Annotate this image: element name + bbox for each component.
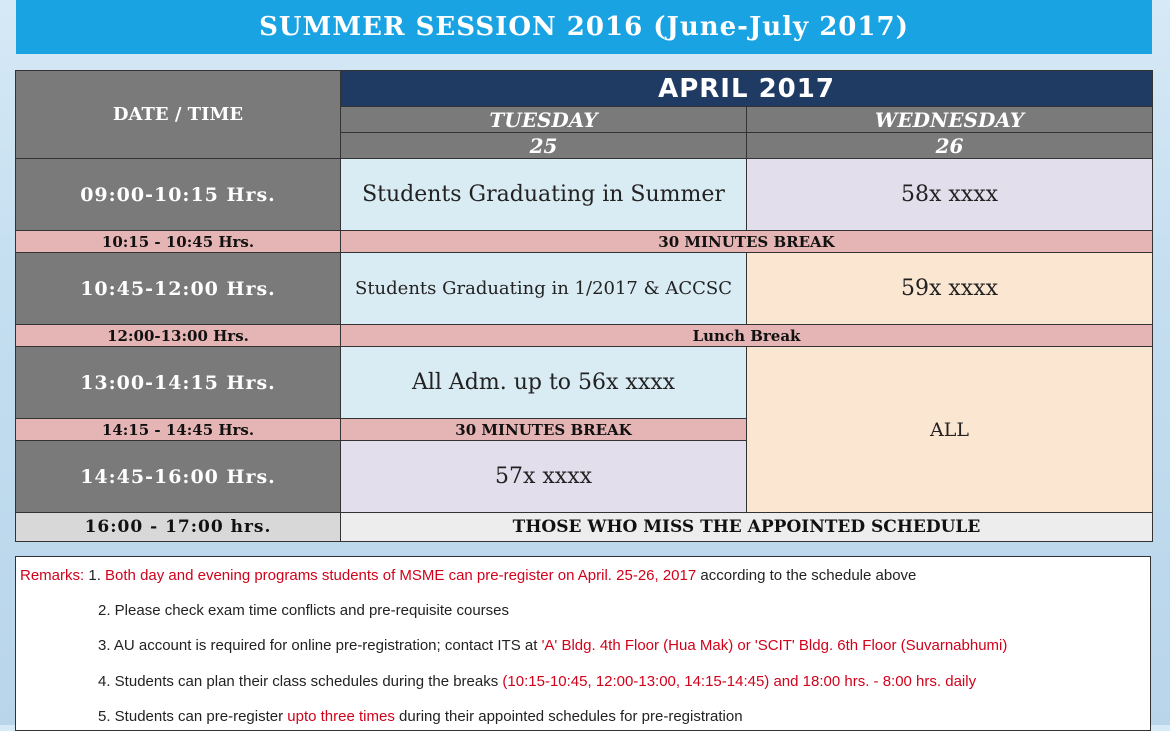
remark-3-highlight: 'A' Bldg. 4th Floor (Hua Mak) or 'SCIT' Bldg. 6th Floor (Suvarnabhumi) bbox=[541, 637, 1008, 654]
remarks-heading: Remarks: bbox=[20, 567, 85, 584]
remark-5-text-a: 5. Students can pre-register bbox=[98, 708, 284, 725]
break-label-3: 30 MINUTES BREAK bbox=[341, 419, 747, 441]
remark-5-text-b: during their appointed schedules for pre-registration bbox=[399, 708, 743, 725]
day-header-tuesday: TUESDAY bbox=[341, 107, 747, 133]
remark-1-text: according to the schedule above bbox=[700, 567, 917, 584]
slot-2-tuesday: Students Graduating in 1/2017 & ACCSC bbox=[341, 253, 747, 325]
remark-item-4 bbox=[98, 673, 976, 690]
slot-4-tuesday: 57x xxxx bbox=[341, 441, 747, 513]
remark-4-text: 4. Students can plan their class schedules during the breaks bbox=[98, 673, 499, 690]
remark-item-5 bbox=[98, 708, 743, 725]
date-time-header: DATE / TIME bbox=[16, 71, 341, 159]
break-time-1: 10:15 - 10:45 Hrs. bbox=[16, 231, 341, 253]
date-wednesday: 26 bbox=[747, 133, 1153, 159]
remark-5-highlight: upto three times bbox=[287, 708, 395, 725]
schedule-table bbox=[15, 70, 1153, 542]
time-slot-3: 13:00-14:15 Hrs. bbox=[16, 347, 341, 419]
time-slot-2: 10:45-12:00 Hrs. bbox=[16, 253, 341, 325]
remark-4-highlight: (10:15-10:45, 12:00-13:00, 14:15-14:45) and 18:00 hrs. - 8:00 hrs. daily bbox=[502, 673, 977, 690]
slot-2-wednesday: 59x xxxx bbox=[747, 253, 1153, 325]
remarks-box bbox=[15, 556, 1151, 731]
slot-1-wednesday: 58x xxxx bbox=[747, 159, 1153, 231]
date-tuesday: 25 bbox=[341, 133, 747, 159]
day-header-wednesday: WEDNESDAY bbox=[747, 107, 1153, 133]
time-slot-5: 16:00 - 17:00 hrs. bbox=[16, 513, 341, 542]
month-header: APRIL 2017 bbox=[341, 71, 1153, 107]
slot-1-tuesday: Students Graduating in Summer bbox=[341, 159, 747, 231]
remark-3-text: 3. AU account is required for online pre-registration; contact ITS at bbox=[98, 637, 538, 654]
remark-1-number: 1. bbox=[88, 567, 101, 584]
page-banner-title: SUMMER SESSION 2016 (June-July 2017) bbox=[16, 0, 1152, 54]
slot-3-wednesday-all: ALL bbox=[747, 347, 1153, 513]
missed-schedule-label: THOSE WHO MISS THE APPOINTED SCHEDULE bbox=[341, 513, 1153, 542]
lunch-time: 12:00-13:00 Hrs. bbox=[16, 325, 341, 347]
break-time-3: 14:15 - 14:45 Hrs. bbox=[16, 419, 341, 441]
time-slot-1: 09:00-10:15 Hrs. bbox=[16, 159, 341, 231]
slot-3-tuesday: All Adm. up to 56x xxxx bbox=[341, 347, 747, 419]
remark-item-3 bbox=[98, 637, 1007, 654]
break-label-1: 30 MINUTES BREAK bbox=[341, 231, 1153, 253]
remark-item-2: 2. Please check exam time conflicts and pre-requisite courses bbox=[98, 602, 510, 619]
remark-1-highlight: Both day and evening programs students of MSME can pre-register on April. 25-26, 2017 bbox=[105, 567, 697, 584]
time-slot-4: 14:45-16:00 Hrs. bbox=[16, 441, 341, 513]
remark-item-1 bbox=[20, 567, 916, 584]
lunch-label: Lunch Break bbox=[341, 325, 1153, 347]
